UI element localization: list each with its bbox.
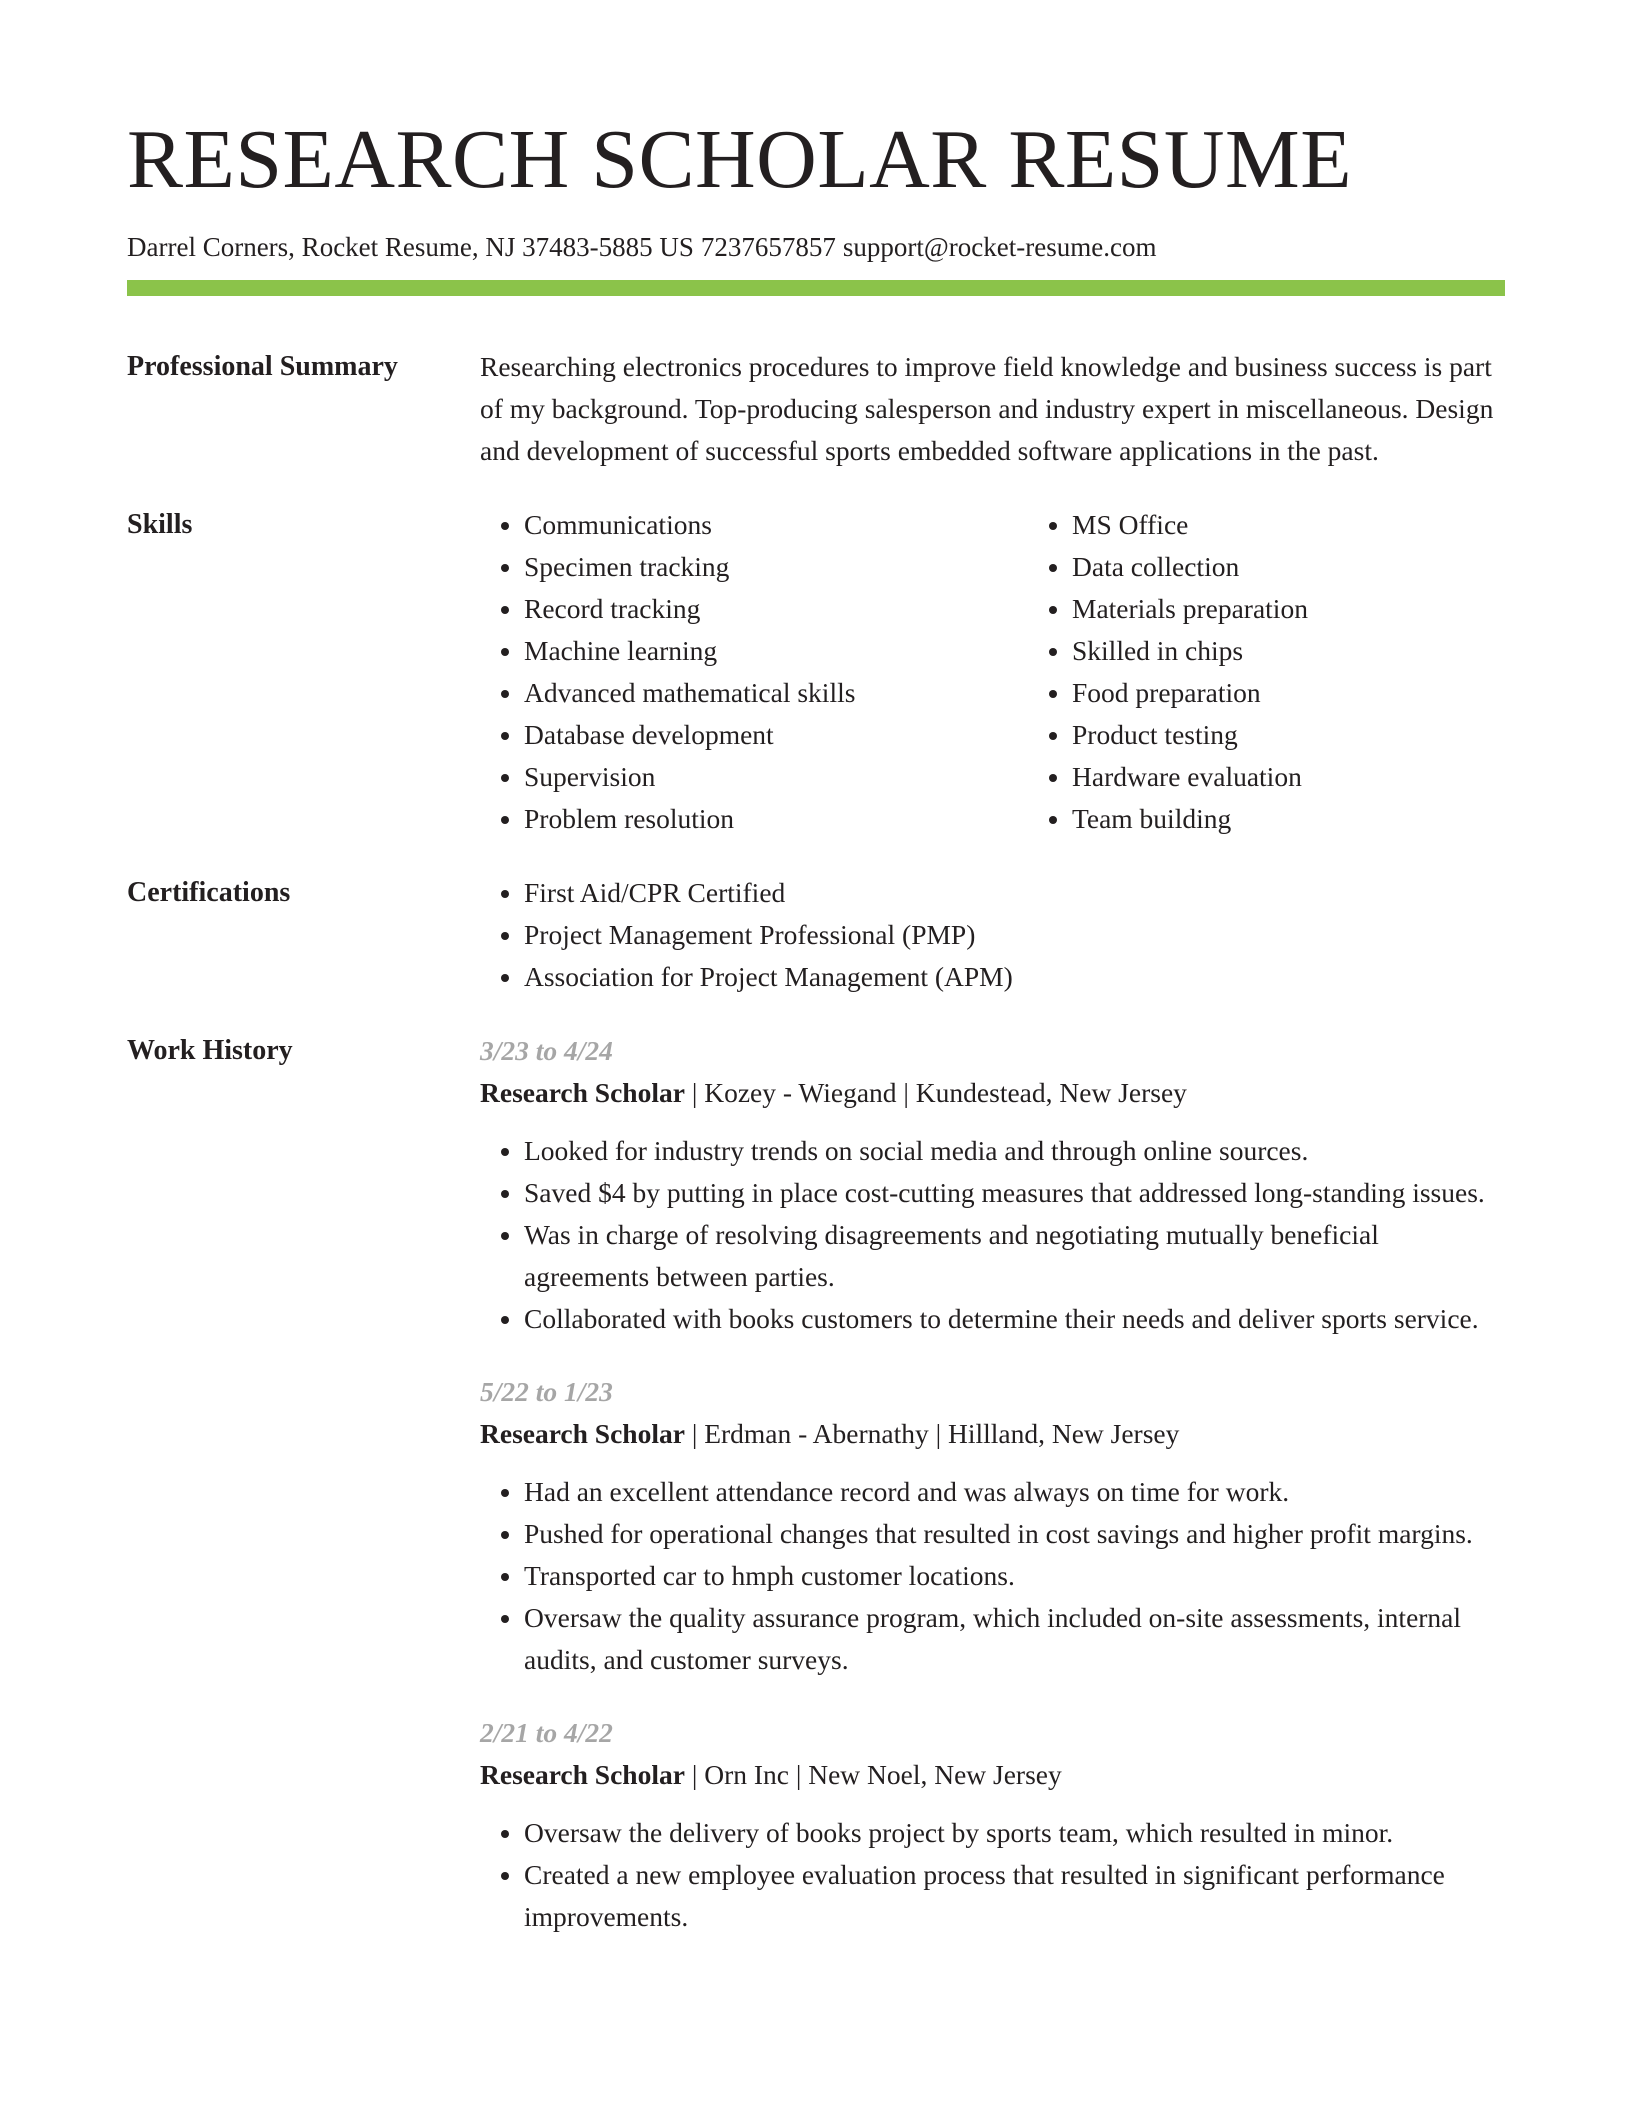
skill-item: • Communications	[524, 504, 1028, 546]
job-role: Research Scholar	[480, 1077, 685, 1109]
work-history-body	[480, 1030, 1505, 1938]
header-divider	[127, 280, 1505, 296]
job-duty-item: • Oversaw the delivery of books project by sports team, which resulted in minor.	[524, 1812, 1505, 1854]
job-dates: 2/21 to 4/22	[480, 1717, 613, 1749]
skill-item: • Data collection	[1072, 546, 1576, 588]
skill-item: • Record tracking	[524, 588, 1028, 630]
job-duty-item: • Looked for industry trends on social media and through online sources.	[524, 1130, 1505, 1172]
certification-item: • First Aid/CPR Certified	[524, 872, 1505, 914]
summary-heading: Professional Summary	[127, 351, 398, 383]
contact-phone: 7237657857	[700, 232, 836, 262]
skill-item: • Advanced mathematical skills	[524, 672, 1028, 714]
job-duty-item: • Collaborated with books customers to determine their needs and deliver sports service.	[524, 1298, 1505, 1340]
job-employer-location: | Kozey - Wiegand | Kundestead, New Jersey	[684, 1077, 1187, 1109]
job-duty-item: • Transported car to hmph customer locations.	[524, 1555, 1505, 1597]
job-title-line	[480, 1754, 1505, 1796]
skills-section	[127, 504, 1505, 840]
skill-item: • Team building	[1072, 798, 1576, 840]
skill-item: • Problem resolution	[524, 798, 1028, 840]
skill-item: • Hardware evaluation	[1072, 756, 1576, 798]
job-employer-location: | Erdman - Abernathy | Hillland, New Jersey	[684, 1418, 1180, 1450]
skill-item: • MS Office	[1072, 504, 1576, 546]
job-duty-item: • Had an excellent attendance record and was always on time for work.	[524, 1471, 1505, 1513]
skill-item: • Specimen tracking	[524, 546, 1028, 588]
skill-item: • Database development	[524, 714, 1028, 756]
job-role: Research Scholar	[480, 1759, 685, 1791]
job-entry	[480, 1371, 1505, 1681]
contact-line	[127, 231, 1505, 263]
skill-item: • Food preparation	[1072, 672, 1576, 714]
job-title-line	[480, 1072, 1505, 1114]
job-duty-item: • Oversaw the quality assurance program, which included on-site assessments, internal audits, and customer surveys.	[524, 1597, 1505, 1681]
skill-item: • Product testing	[1072, 714, 1576, 756]
certifications-heading: Certifications	[127, 877, 291, 909]
job-dates: 3/23 to 4/24	[480, 1035, 613, 1067]
job-duty-item: • Pushed for operational changes that resulted in cost savings and higher profit margins.	[524, 1513, 1505, 1555]
job-title-line	[480, 1413, 1505, 1455]
skills-list-left	[480, 504, 1028, 840]
job-duties	[480, 1130, 1505, 1340]
job-dates: 5/22 to 1/23	[480, 1376, 613, 1408]
resume-page	[127, 113, 1505, 1938]
contact-email: support@rocket-resume.com	[842, 232, 1157, 262]
certifications-list	[480, 872, 1505, 998]
skills-columns	[480, 504, 1576, 840]
certification-item: • Association for Project Management (APM)	[524, 956, 1505, 998]
skill-item: • Machine learning	[524, 630, 1028, 672]
skill-item: • Supervision	[524, 756, 1028, 798]
certifications-body	[480, 872, 1505, 998]
skill-item: • Skilled in chips	[1072, 630, 1576, 672]
job-employer-location: | Orn Inc | New Noel, New Jersey	[684, 1759, 1062, 1791]
job-duty-item: • Saved $4 by putting in place cost-cutting measures that addressed long-standing issues.	[524, 1172, 1505, 1214]
skills-list-right	[1028, 504, 1576, 840]
job-duty-item: • Was in charge of resolving disagreements and negotiating mutually beneficial agreements between parties.	[524, 1214, 1505, 1298]
skills-body	[480, 504, 1576, 840]
job-role: Research Scholar	[480, 1418, 685, 1450]
contact-address: Darrel Corners, Rocket Resume, NJ 37483-5885 US	[127, 232, 694, 262]
work-history-heading: Work History	[127, 1035, 293, 1067]
work-history-section	[127, 1030, 1505, 1938]
job-duty-item: • Created a new employee evaluation process that resulted in significant performance improvements.	[524, 1854, 1505, 1938]
skill-item: • Materials preparation	[1072, 588, 1576, 630]
job-entry	[480, 1030, 1505, 1340]
job-entry	[480, 1712, 1505, 1938]
certification-item: • Project Management Professional (PMP)	[524, 914, 1505, 956]
job-duties	[480, 1471, 1505, 1681]
resume-title: RESEARCH SCHOLAR RESUME	[127, 113, 1353, 206]
skills-heading: Skills	[127, 509, 193, 541]
certifications-section	[127, 872, 1505, 998]
job-duties	[480, 1812, 1505, 1938]
summary-text: Researching electronics procedures to improve field knowledge and business success is part of my background. Top-producing salesperson and industry expert in miscellaneous. Design and development of successful sports embedded software applications in the past.	[480, 351, 1494, 467]
summary-section	[127, 346, 1505, 472]
